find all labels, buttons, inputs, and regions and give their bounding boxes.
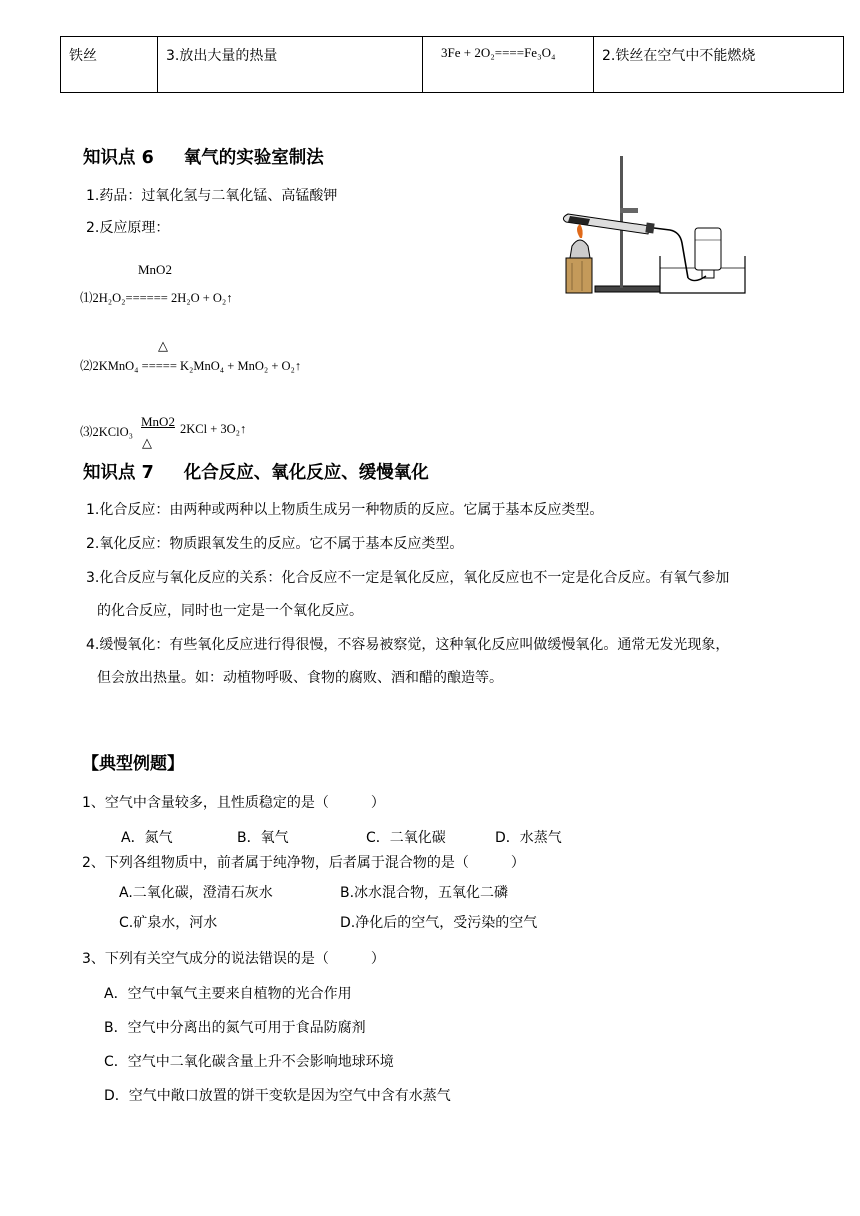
kp7-paragraph-4a: 4.缓慢氧化：有些氧化反应进行得很慢，不容易被察觉，这种氧化反应叫做缓慢氧化。通常无发光现象，	[86, 637, 730, 653]
kp7-paragraph-3a: 3.化合反应与氧化反应的关系：化合反应不一定是氧化反应，氧化反应也不一定是化合反应。有氧气参加	[86, 570, 730, 586]
heat-symbol: △	[142, 436, 152, 451]
kp6-title: 氧气的实验室制法	[183, 148, 324, 168]
table-cell	[61, 37, 158, 93]
q1-option-a: A．氮气	[121, 830, 173, 846]
catalyst-label: MnO2	[138, 262, 172, 277]
question-2: 2、下列各组物质中，前者属于纯净物，后者属于混合物的是（ ）	[82, 855, 525, 871]
q2-option-b: B.冰水混合物，五氧化二磷	[340, 885, 509, 901]
table-cell	[423, 37, 594, 93]
kp7-paragraph-1: 1.化合反应：由两种或两种以上物质生成另一种物质的反应。它属于基本反应类型。	[86, 502, 604, 518]
oxygen-apparatus-illustration	[550, 128, 750, 298]
q2-option-d: D.净化后的空气，受污染的空气	[340, 915, 538, 931]
kp6-number: 知识点 6	[83, 148, 154, 168]
kp7-paragraph-2: 2.氧化反应：物质跟氧发生的反应。它不属于基本反应类型。	[86, 536, 464, 552]
heat-symbol: △	[158, 339, 168, 354]
equation-1: ⑴2H₂O₂====== 2H₂O + O₂↑	[80, 291, 233, 305]
equation-3-left: ⑶2KClO₃	[80, 425, 133, 439]
table-cell	[158, 37, 423, 93]
cell-text: 2.铁丝在空气中不能燃烧	[602, 48, 756, 64]
table-cell	[594, 37, 844, 93]
q1-option-d: D．水蒸气	[495, 830, 562, 846]
q3-option-c: C．空气中二氧化碳含量上升不会影响地球环境	[104, 1054, 394, 1070]
equation-text: 3Fe + 2O₂====Fe₃O₄	[441, 45, 556, 60]
table-row	[61, 37, 844, 93]
comparison-table	[60, 36, 844, 93]
examples-heading: 【典型例题】	[82, 754, 184, 774]
q2-option-a: A.二氧化碳，澄清石灰水	[119, 885, 273, 901]
question-3: 3、下列有关空气成分的说法错误的是（ ）	[82, 951, 385, 967]
q1-option-c: C．二氧化碳	[366, 830, 446, 846]
kp6-heading	[83, 144, 324, 169]
cell-text: 3.放出大量的热量	[166, 48, 278, 64]
kp7-paragraph-3b: 的化合反应，同时也一定是一个氧化反应。	[97, 603, 363, 619]
catalyst-label: MnO2	[141, 414, 175, 429]
q3-option-b: B．空气中分离出的氮气可用于食品防腐剂	[104, 1020, 366, 1036]
equation-2: ⑵2KMnO₄ ===== K₂MnO₄ + MnO₂ + O₂↑	[80, 359, 302, 373]
q3-option-d: D．空气中敞口放置的饼干变软是因为空气中含有水蒸气	[104, 1088, 451, 1104]
q1-option-b: B．氧气	[237, 830, 289, 846]
q3-option-a: A．空气中氧气主要来自植物的光合作用	[104, 986, 352, 1002]
kp6-item-2: 2.反应原理：	[86, 220, 170, 236]
cell-text: 铁丝	[69, 48, 97, 64]
q2-option-c: C.矿泉水，河水	[119, 915, 218, 931]
question-1: 1、空气中含量较多，且性质稳定的是（ ）	[82, 795, 385, 811]
equation-3-right: 2KCl + 3O₂↑	[180, 422, 247, 436]
kp7-number: 知识点 7	[83, 463, 154, 483]
kp7-title: 化合反应、氧化反应、缓慢氧化	[183, 463, 429, 483]
kp6-item-1: 1.药品：过氧化氢与二氧化锰、高锰酸钾	[86, 188, 338, 204]
kp7-paragraph-4b: 但会放出热量。如：动植物呼吸、食物的腐败、酒和醋的酿造等。	[97, 670, 503, 686]
kp7-heading	[83, 459, 429, 484]
